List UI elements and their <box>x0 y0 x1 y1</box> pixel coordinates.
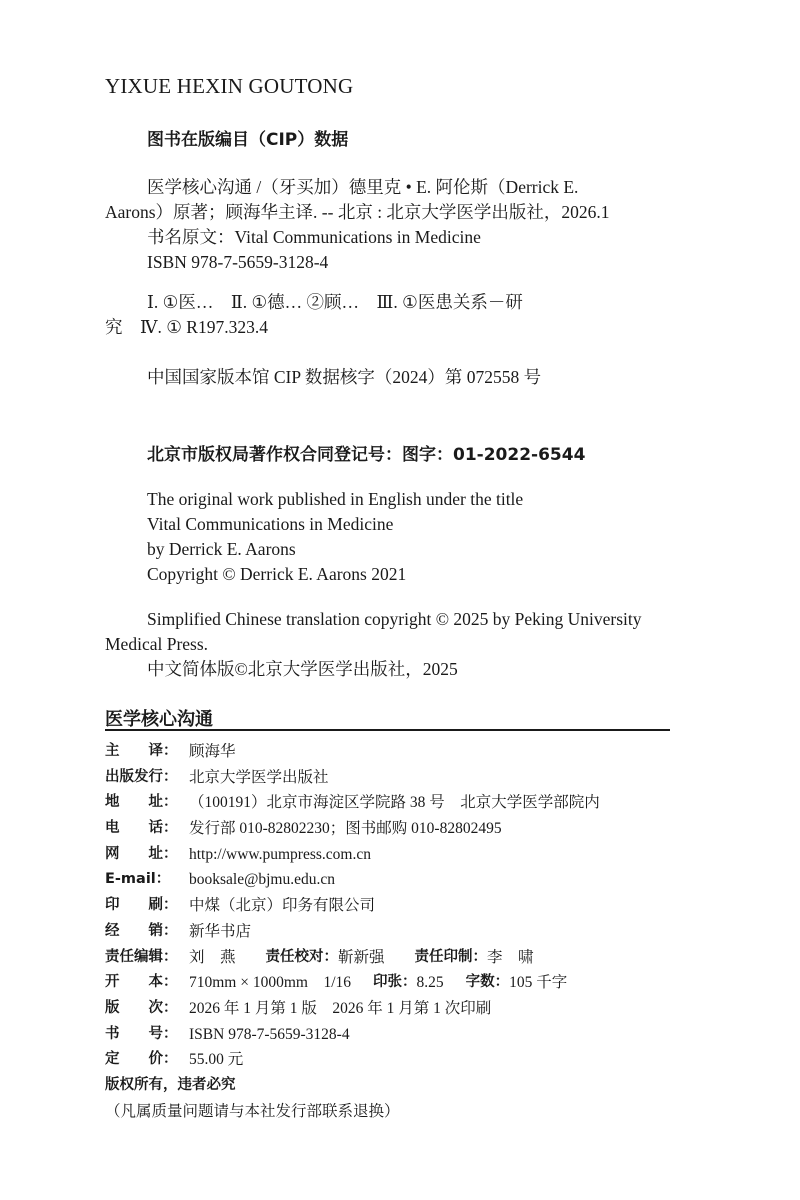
original-work-line1: The original work published in English under the title <box>147 489 524 509</box>
sheets-label: 印张： <box>373 974 417 991</box>
cip-entry <box>105 175 675 275</box>
info-row-email <box>105 867 705 893</box>
book-title: 医学核心沟通 <box>105 709 213 730</box>
printer-label: 印 刷： <box>105 897 178 914</box>
sheets-value: 8.25 <box>416 974 444 992</box>
cip-isbn: ISBN 978-7-5659-3128-4 <box>147 252 329 272</box>
print-manager-label: 责任印制： <box>414 948 488 965</box>
info-row-rights <box>105 1073 705 1099</box>
cip-entry-line2: Aarons）原著；顾海华主译. -- 北京 : 北京大学医学出版社，2026.1 <box>105 202 610 222</box>
cip-number: 中国国家版本馆 CIP 数据核字（2024）第 072558 号 <box>147 367 542 387</box>
simplified-chinese-notice <box>105 607 685 682</box>
simplified-line1: Simplified Chinese translation copyright © 2025 by Peking University <box>147 609 642 629</box>
info-row-distributor <box>105 919 705 945</box>
simplified-line3: 中文简体版©北京大学医学出版社，2025 <box>147 659 458 679</box>
cip-heading: 图书在版编目（CIP）数据 <box>147 130 349 150</box>
simplified-line2: Medical Press. <box>105 634 209 654</box>
title-rule <box>105 729 670 731</box>
address-value: （100191）北京市海淀区学院路 38 号 北京大学医学部院内 <box>189 794 600 812</box>
publisher-label: 出版发行： <box>105 768 178 785</box>
original-work-line2: Vital Communications in Medicine <box>147 514 394 534</box>
info-row-edition <box>105 996 705 1022</box>
price-label: 定 价： <box>105 1051 178 1068</box>
price-value: 55.00 元 <box>189 1051 244 1069</box>
proofreader-label: 责任校对： <box>265 948 339 965</box>
words-label: 字数： <box>465 974 510 991</box>
email-value: booksale@bjmu.edu.cn <box>189 871 335 889</box>
distributor-label: 经 销： <box>105 922 178 939</box>
info-row-returns <box>105 1099 705 1125</box>
phone-value: 发行部 010-82802230；图书邮购 010-82802495 <box>189 820 502 838</box>
copyright-registration: 北京市版权局著作权合同登记号：图字：01-2022-6544 <box>147 445 586 465</box>
proofreader-value: 靳新强 <box>338 948 385 966</box>
edition-value: 2026 年 1 月第 1 版 2026 年 1 月第 1 次印刷 <box>189 999 492 1017</box>
format-label: 开 本： <box>105 974 178 991</box>
address-label: 地 址： <box>105 794 178 811</box>
cip-classification <box>105 290 675 340</box>
phone-label: 电 话： <box>105 820 178 837</box>
edition-label: 版 次： <box>105 999 178 1016</box>
format-value: 710mm × 1000mm 1/16 <box>189 974 352 992</box>
pinyin-title: YIXUE HEXIN GOUTONG <box>105 74 354 98</box>
info-row-translator <box>105 739 705 765</box>
info-row-web <box>105 842 705 868</box>
email-label: E-mail： <box>105 871 171 888</box>
printer-value: 中煤（北京）印务有限公司 <box>189 897 376 915</box>
editor-label: 责任编辑： <box>105 948 178 965</box>
distributor-value: 新华书店 <box>189 922 252 940</box>
original-work-line4: Copyright © Derrick E. Aarons 2021 <box>147 564 407 584</box>
original-work-notice <box>147 487 523 587</box>
isbn-label: 书 号： <box>105 1025 178 1042</box>
translator-label: 主 译： <box>105 743 178 759</box>
info-row-phone <box>105 816 705 842</box>
translator-value: 顾海华 <box>189 743 236 760</box>
isbn-value: ISBN 978-7-5659-3128-4 <box>189 1025 350 1043</box>
cip-original-title: 书名原文：Vital Communications in Medicine <box>147 227 481 247</box>
returns-note: （凡属质量问题请与本社发行部联系退换） <box>105 1102 400 1120</box>
info-row-price <box>105 1047 705 1073</box>
web-value: http://www.pumpress.com.cn <box>189 845 371 863</box>
info-row-publisher <box>105 765 705 791</box>
rights-notice: 版权所有，违者必究 <box>105 1076 236 1093</box>
info-row-isbn <box>105 1022 705 1048</box>
publisher-value: 北京大学医学出版社 <box>189 768 329 786</box>
classification-line1: Ⅰ. ①医… Ⅱ. ①德… ②顾… Ⅲ. ①医患关系－研 <box>147 292 523 312</box>
print-manager-value: 李 啸 <box>487 948 534 966</box>
editor-value: 刘 燕 <box>189 948 236 966</box>
publication-info <box>105 739 705 1124</box>
classification-line2: 究 Ⅳ. ① R197.323.4 <box>105 317 268 337</box>
info-row-printer <box>105 893 705 919</box>
cip-entry-line1: 医学核心沟通 /（牙买加）德里克 • E. 阿伦斯（Derrick E. <box>147 177 579 197</box>
info-row-address <box>105 790 705 816</box>
words-value: 105 千字 <box>509 974 568 992</box>
original-work-line3: by Derrick E. Aarons <box>147 539 296 559</box>
web-label: 网 址： <box>105 845 178 862</box>
info-row-responsible <box>105 945 705 971</box>
info-row-format <box>105 970 705 996</box>
